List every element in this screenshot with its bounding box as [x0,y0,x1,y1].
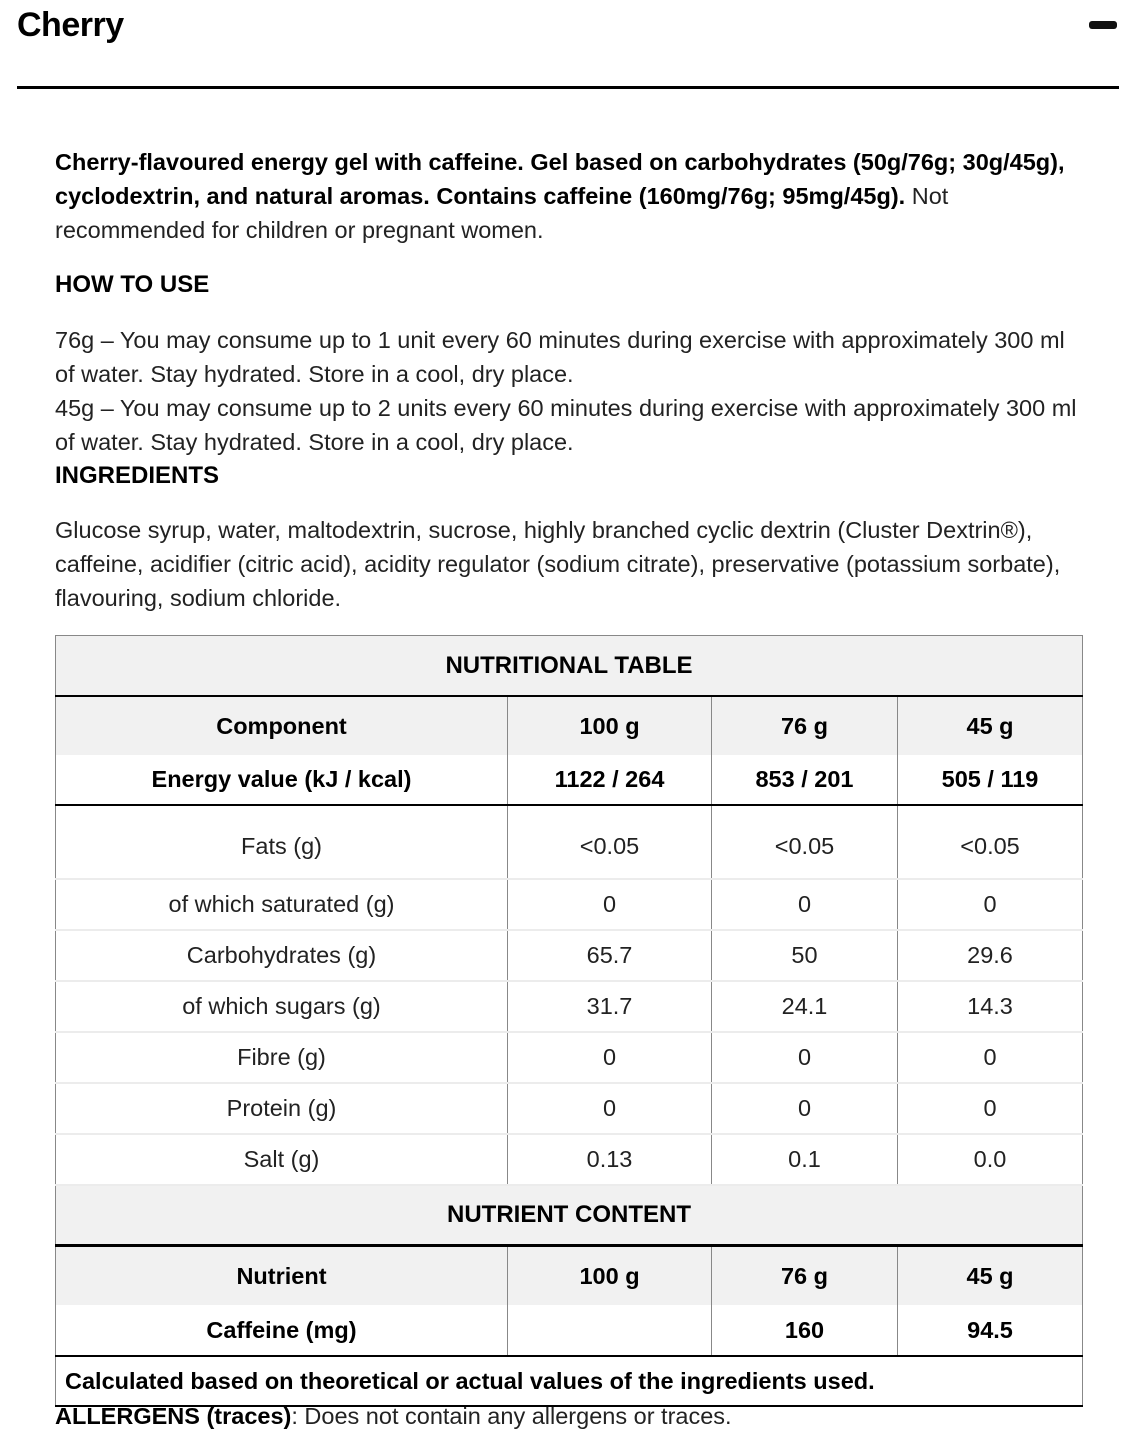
column-header: Component [56,696,508,755]
row-value: <0.05 [712,805,898,879]
how-to-use-45g: 45g – You may consume up to 2 units every 60 minutes during exercise with approximately 300 ml of water. Stay hydrated. Store in a cool, dry place. [55,395,1077,455]
row-label: Fibre (g) [56,1032,508,1083]
column-header: 45 g [898,1246,1083,1306]
row-label: Salt (g) [56,1134,508,1185]
row-value: 24.1 [712,981,898,1032]
row-value: 0 [712,1032,898,1083]
row-value: 0 [508,1083,712,1134]
caffeine-row [56,1305,1083,1356]
row-value: 0 [508,879,712,930]
section-title: Cherry [17,6,124,44]
energy-row [56,755,1083,805]
row-value: 0 [898,879,1083,930]
nutritional-table-title: NUTRITIONAL TABLE [56,636,1083,697]
table-title-row [56,636,1083,697]
table-note: Calculated based on theoretical or actual values of the ingredients used. [56,1356,1083,1406]
row-label: Protein (g) [56,1083,508,1134]
energy-value: 1122 / 264 [508,755,712,805]
row-value: 31.7 [508,981,712,1032]
row-value: 0 [712,879,898,930]
row-value: 0.13 [508,1134,712,1185]
column-header: 45 g [898,696,1083,755]
row-value: 29.6 [898,930,1083,981]
row-value: <0.05 [898,805,1083,879]
energy-label: Energy value (kJ / kcal) [56,755,508,805]
row-value: 14.3 [898,981,1083,1032]
row-value: 0.1 [712,1134,898,1185]
column-header: 76 g [712,1246,898,1306]
row-value: 0.0 [898,1134,1083,1185]
column-header: 100 g [508,1246,712,1306]
table-row [56,879,1083,930]
row-label: Carbohydrates (g) [56,930,508,981]
how-to-use-heading: HOW TO USE [55,271,210,298]
ingredients-text: Glucose syrup, water, maltodextrin, sucrose, highly branched cyclic dextrin (Cluster Dextrin®), caffeine, acidifier (citric acid), acidity regulator (sodium citrate), preservative (potassium sorbate), flavouring, sodium chloride. [55,517,1061,611]
table-row [56,930,1083,981]
table-row [56,1032,1083,1083]
row-value: 160 [712,1305,898,1356]
row-value: 50 [712,930,898,981]
row-value: 0 [508,1032,712,1083]
row-value: 94.5 [898,1305,1083,1356]
row-label: Fats (g) [56,805,508,879]
column-header: Nutrient [56,1246,508,1306]
nutrient-content-title: NUTRIENT CONTENT [56,1185,1083,1246]
table-header-row [56,696,1083,755]
product-description [55,145,1085,247]
row-value [508,1305,712,1356]
row-label: of which sugars (g) [56,981,508,1032]
column-header: 76 g [712,696,898,755]
nutrient-content-title-row [56,1185,1083,1246]
product-details [55,145,1085,637]
row-label: of which saturated (g) [56,879,508,930]
row-value: 0 [898,1083,1083,1134]
row-value: 65.7 [508,930,712,981]
energy-value: 853 / 201 [712,755,898,805]
minus-icon[interactable] [1089,21,1117,29]
table-row [56,1083,1083,1134]
table-note-row [56,1356,1083,1406]
row-label: Caffeine (mg) [56,1305,508,1356]
ingredients-heading: INGREDIENTS [55,462,220,489]
nutritional-table [55,635,1083,1407]
table-row [56,981,1083,1032]
table-row [56,805,1083,879]
row-value: 0 [712,1083,898,1134]
description-warning: Not recommended for children or pregnant women. [55,183,949,243]
table-row [56,1134,1083,1185]
energy-value: 505 / 119 [898,755,1083,805]
row-value: 0 [898,1032,1083,1083]
column-header: 100 g [508,696,712,755]
nutrient-header-row [56,1246,1083,1306]
description-bold: Cherry-flavoured energy gel with caffeine. Gel based on carbohydrates (50g/76g; 30g/45g), cyclodextrin, and natural aromas. Contains caffeine (160mg/76g; 95mg/45g). [55,149,1065,209]
allergens-text: : Does not contain any allergens or traces. [291,1403,732,1429]
row-value: <0.05 [508,805,712,879]
accordion-header[interactable] [17,0,1119,89]
how-to-use-76g: 76g – You may consume up to 1 unit every 60 minutes during exercise with approximately 300 ml of water. Stay hydrated. Store in a cool, dry place. [55,327,1065,387]
allergens-statement [55,1403,732,1430]
allergens-label: ALLERGENS (traces) [55,1403,292,1429]
